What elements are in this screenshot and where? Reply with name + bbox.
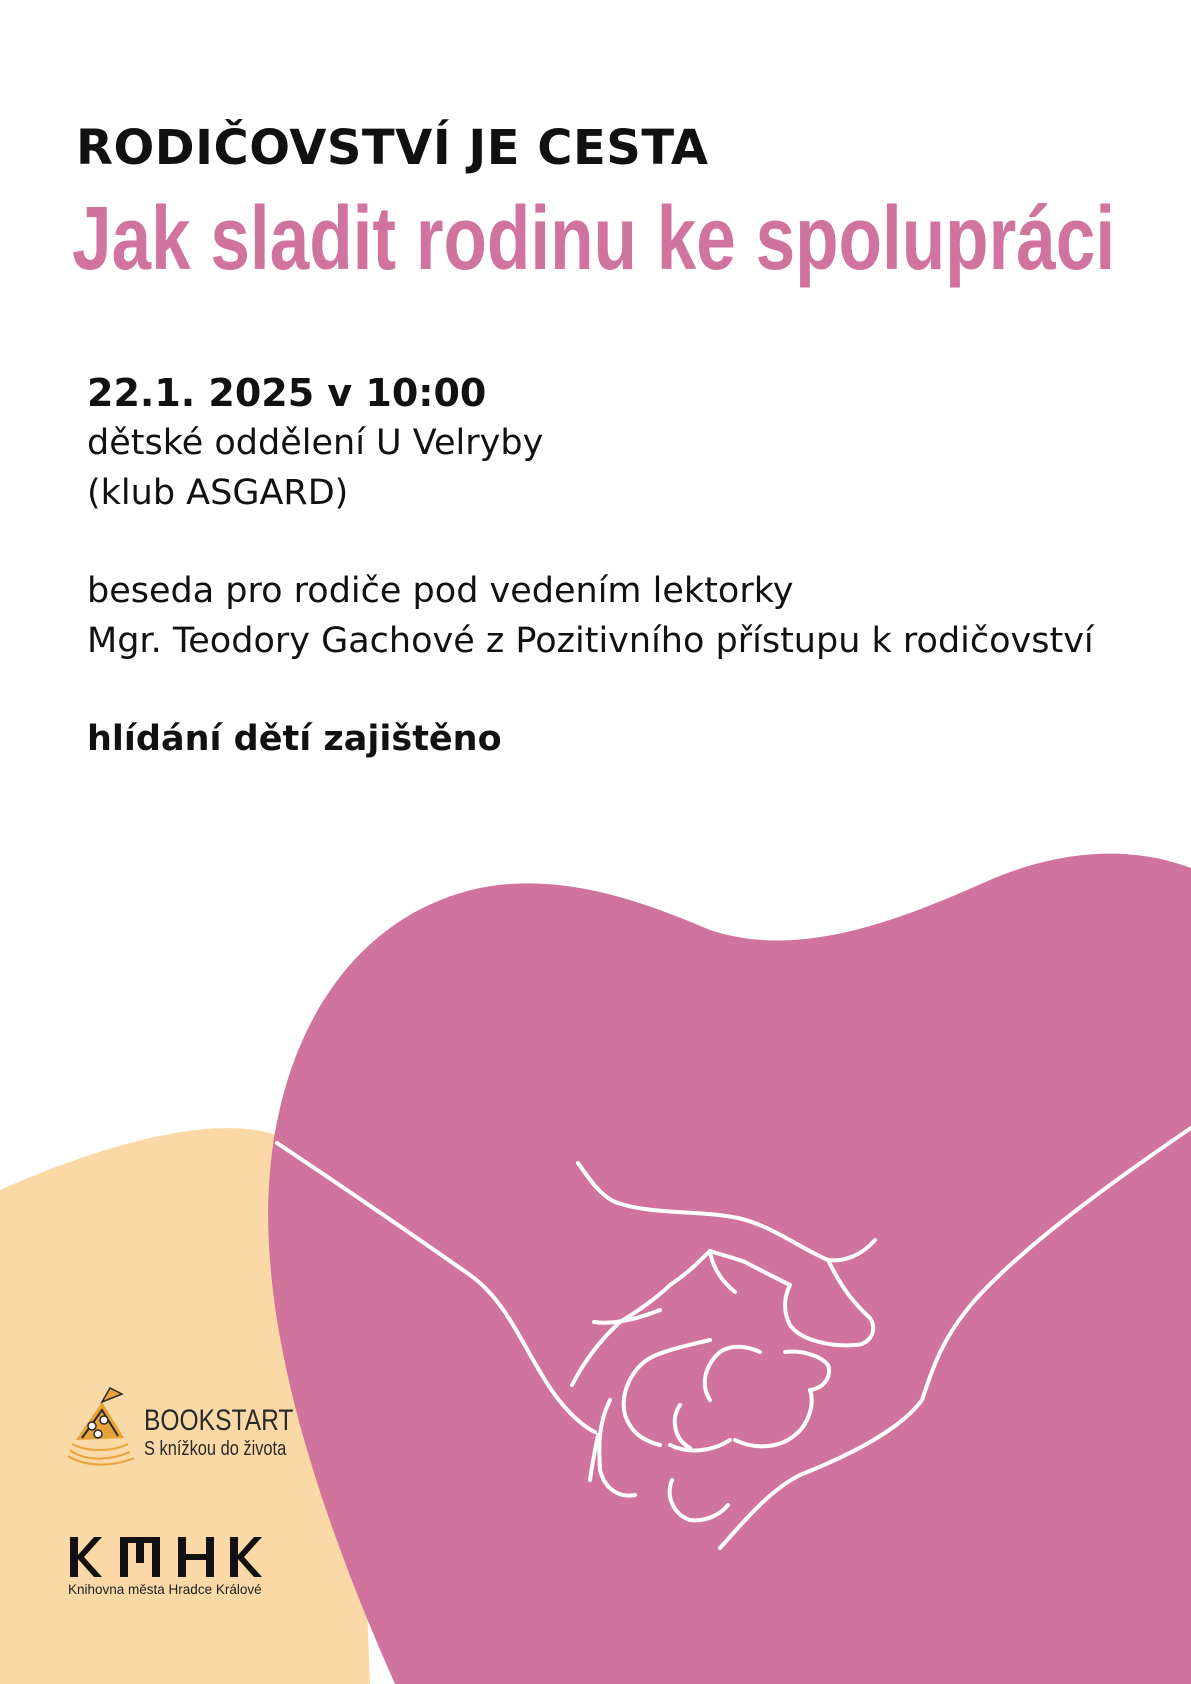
spacer bbox=[87, 666, 1094, 714]
event-location-line2: (klub ASGARD) bbox=[87, 473, 349, 513]
bookstart-name: BOOKSTART bbox=[144, 1404, 294, 1437]
childcare-note: hlídání dětí zajištěno bbox=[87, 719, 502, 759]
event-title: Jak sladit rodinu ke spolupráci bbox=[72, 189, 1116, 289]
bookstart-emblem-icon bbox=[62, 1380, 142, 1470]
bookstart-logo bbox=[62, 1380, 294, 1470]
kmhk-caption: Knihovna města Hradce Králové bbox=[68, 1582, 262, 1597]
event-datetime: 22.1. 2025 v 10:00 bbox=[87, 371, 487, 415]
spacer bbox=[87, 518, 1094, 566]
series-title: RODIČOVSTVÍ JE CESTA bbox=[76, 120, 709, 176]
event-info bbox=[87, 368, 1094, 764]
event-description-line2: Mgr. Teodory Gachové z Pozitivního přístupu k rodičovství bbox=[87, 621, 1094, 661]
event-location-line1: dětské oddělení U Velryby bbox=[87, 423, 544, 463]
kmhk-wordmark-icon bbox=[68, 1535, 268, 1579]
event-description-line1: beseda pro rodiče pod vedením lektorky bbox=[87, 571, 794, 611]
bookstart-tagline: S knížkou do života bbox=[144, 1438, 287, 1460]
kmhk-logo bbox=[68, 1535, 298, 1595]
pink-heart-blob bbox=[268, 854, 1191, 1684]
